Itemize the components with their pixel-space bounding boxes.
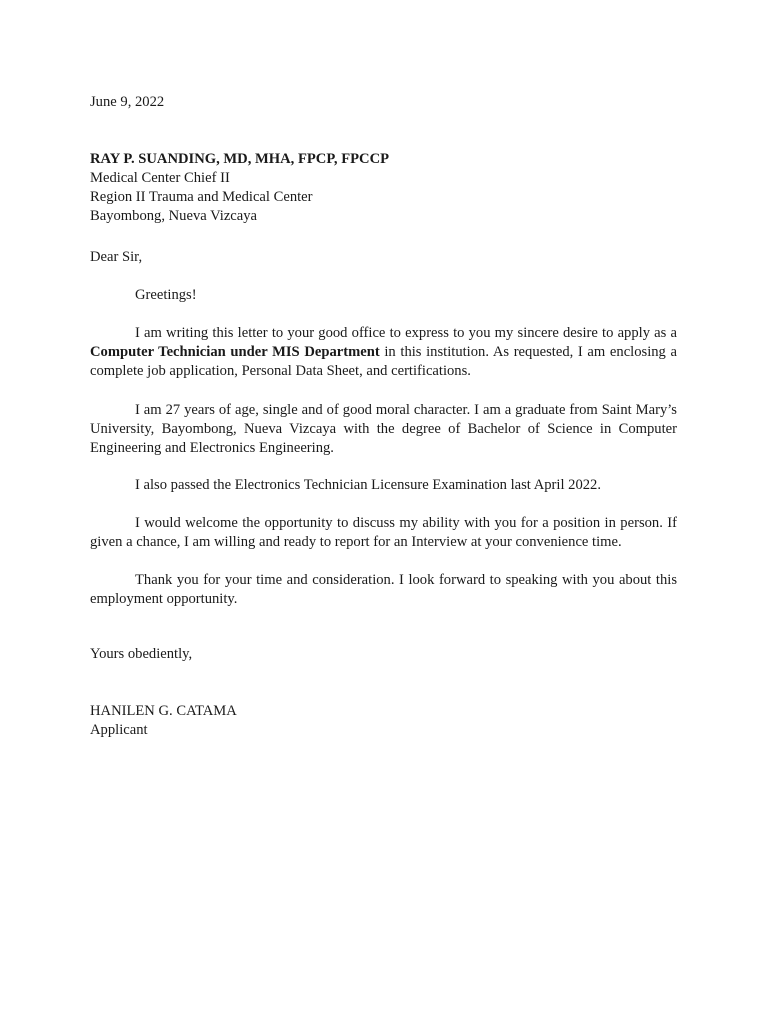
signatory-role: Applicant [90, 722, 148, 738]
paragraph-application-after: in this institution. As requested, I am enclosing a complete job application, Personal Data Sheet, and certifications. [90, 344, 677, 379]
paragraph-application [90, 324, 677, 381]
paragraph-thanks: Thank you for your time and consideration. I look forward to speaking with you about this employment opportunity. [90, 572, 677, 607]
recipient-organization: Region II Trauma and Medical Center [90, 189, 313, 205]
position-applied: Computer Technician under MIS Department [90, 344, 380, 360]
paragraph-background: I am 27 years of age, single and of good moral character. I am a graduate from Saint Mary’s University, Bayombong, Nueva Vizcaya with the degree of Bachelor of Science in Computer Engineering and Electronics Engineering. [90, 402, 677, 456]
recipient-name: RAY P. SUANDING, MD, MHA, FPCP, FPCCP [90, 151, 390, 167]
signature-block [90, 702, 237, 740]
closing: Yours obediently, [90, 646, 193, 662]
letter-date: June 9, 2022 [90, 94, 165, 110]
paragraph-interview: I would welcome the opportunity to discuss my ability with you for a position in person. If given a chance, I am willing and ready to report for an Interview at your convenience time. [90, 515, 677, 550]
recipient-block [90, 150, 389, 226]
recipient-address: Bayombong, Nueva Vizcaya [90, 208, 258, 224]
letter-page [90, 0, 677, 1024]
greeting: Greetings! [135, 287, 197, 303]
paragraph-licensure: I also passed the Electronics Technician Licensure Examination last April 2022. [135, 477, 601, 493]
recipient-title: Medical Center Chief II [90, 170, 230, 186]
signatory-name: HANILEN G. CATAMA [90, 703, 237, 719]
salutation: Dear Sir, [90, 249, 143, 265]
paragraph-application-before: I am writing this letter to your good office to express to you my sincere desire to apply as a [135, 325, 677, 341]
